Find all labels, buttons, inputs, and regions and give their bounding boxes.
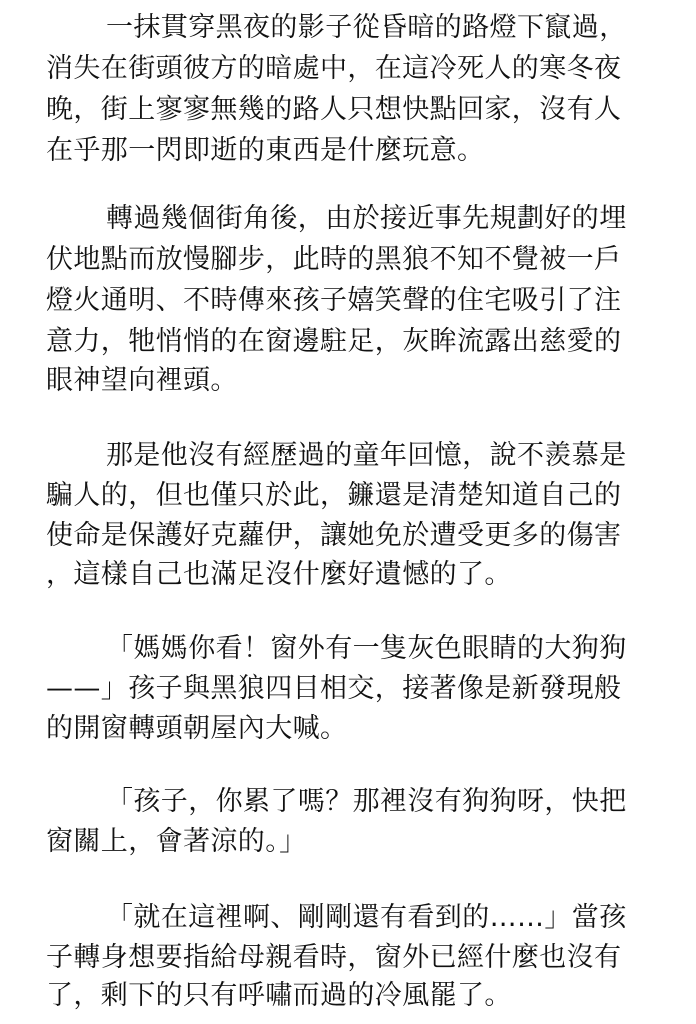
text-line: 騙人的，但也僅只於此，鐮還是清楚知道自己的 — [46, 480, 622, 511]
text-line: 意力，牠悄悄的在窗邊駐足，灰眸流露出慈愛的 — [46, 326, 622, 357]
text-line: 的開窗轉頭朝屋內大喊。 — [46, 713, 348, 744]
text-line: 眼神望向裡頭。 — [46, 365, 238, 396]
text-line: 轉過幾個街角後，由於接近事先規劃好的埋 — [106, 203, 627, 234]
text-line: 晚，街上寥寥無幾的路人只想快點回家，沒有人 — [46, 94, 622, 125]
text-line: 子轉身想要指給母親看時，窗外已經什麼也沒有 — [46, 942, 622, 973]
text-line: 使命是保護好克蘿伊，讓她免於遭受更多的傷害 — [46, 520, 622, 551]
text-line: 消失在街頭彼方的暗處中，在這冷死人的寒冬夜 — [46, 53, 622, 84]
text-line: 伏地點而放慢腳步，此時的黑狼不知不覺被一戶 — [46, 244, 622, 275]
text-line: 那是他沒有經歷過的童年回憶，說不羨慕是 — [106, 440, 627, 471]
text-line: 一抹貫穿黑夜的影子從昏暗的路燈下竄過， — [106, 12, 627, 43]
text-line: 燈火通明、不時傳來孩子嬉笑聲的住宅吸引了注 — [46, 285, 622, 316]
text-line: 「就在這裡啊、剛剛還有看到的……」當孩 — [106, 902, 627, 933]
text-line: 了，剩下的只有呼嘯而過的冷風罷了。 — [46, 980, 512, 1011]
text-line: 窗關上，會著涼的。」 — [46, 826, 307, 857]
text-line: 在乎那一閃即逝的東西是什麼玩意。 — [46, 135, 485, 166]
text-line: ——」孩子與黑狼四目相交，接著像是新發現般 — [46, 673, 622, 704]
text-line: 「媽媽你看！窗外有一隻灰色眼睛的大狗狗 — [106, 633, 627, 664]
text-line: 「孩子，你累了嗎？那裡沒有狗狗呀，快把 — [106, 786, 627, 817]
text-line: ，這樣自己也滿足沒什麼好遺憾的了。 — [46, 559, 512, 590]
